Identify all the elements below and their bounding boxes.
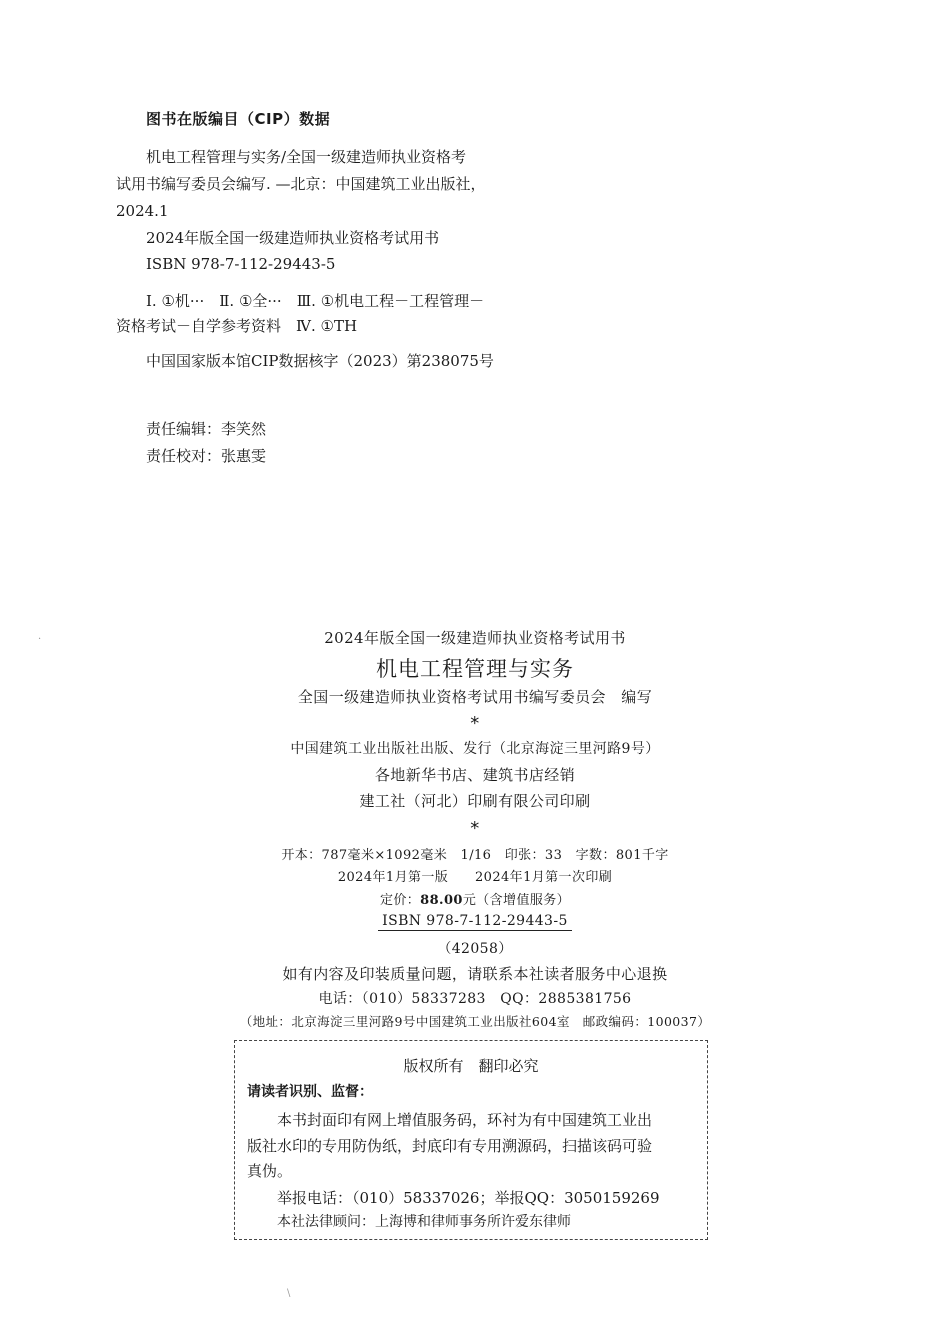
cip-line: Ⅰ. ①机··· Ⅱ. ①全··· Ⅲ. ①机电工程－工程管理－ xyxy=(146,292,485,310)
separator-star: * xyxy=(470,713,480,734)
cip-title: 图书在版编目（CIP）数据 xyxy=(146,110,331,128)
cip-line: 试用书编写委员会编写. —北京：中国建筑工业出版社， xyxy=(116,175,486,193)
cip-line: 资格考试－自学参考资料 Ⅳ. ①TH xyxy=(116,317,358,335)
distributor-line: 各地新华书店、建筑书店经销 xyxy=(374,766,576,784)
notice-body-line: 本书封面印有网上增值服务码，环衬为有中国建筑工业出 xyxy=(277,1111,653,1129)
cip-line: 2024.1 xyxy=(116,202,169,220)
cip-line: 机电工程管理与实务/全国一级建造师执业资格考 xyxy=(146,148,467,166)
price-prefix: 定价： xyxy=(379,893,421,908)
author-line: 全国一级建造师执业资格考试用书编写委员会 编写 xyxy=(297,688,653,706)
notice-body-line: 版社水印的专用防伪纸，封底印有专用溯源码，扫描该码可验 xyxy=(247,1137,653,1155)
responsible-proofreader: 责任校对：张惠雯 xyxy=(146,447,267,465)
edition-line: 2024年1月第一版 2024年1月第一次印刷 xyxy=(337,870,613,885)
price-value: 88.00 xyxy=(420,893,463,908)
notice-body-line: 真伪。 xyxy=(247,1162,293,1180)
separator-star: * xyxy=(470,818,480,839)
price-suffix: 元（含增值服务） xyxy=(462,893,571,908)
scan-speck: · xyxy=(38,634,42,645)
cip-approval: 中国国家版本馆CIP数据核字（2023）第238075号 xyxy=(146,352,494,370)
contact-line: 电话：（010）58337283 QQ：2885381756 xyxy=(318,991,632,1007)
address-line: （地址：北京海淀三里河路9号中国建筑工业出版社604室 邮政编码：100037） xyxy=(239,1014,711,1029)
legal-counsel: 本社法律顾问：上海博和律师事务所许爱东律师 xyxy=(277,1214,571,1230)
responsible-editor: 责任编辑：李笑然 xyxy=(146,420,267,438)
scan-speck: \ xyxy=(287,1288,291,1299)
copyright-box xyxy=(234,1040,708,1240)
cip-line: 2024年版全国一级建造师执业资格考试用书 xyxy=(146,229,440,247)
copyright-heading: 版权所有 翻印必究 xyxy=(403,1057,539,1075)
book-title: 机电工程管理与实务 xyxy=(376,657,574,681)
publisher-line: 中国建筑工业出版社出版、发行（北京海淀三里河路9号） xyxy=(290,741,660,757)
isbn: ISBN 978-7-112-29443-5 xyxy=(378,913,572,931)
printer-line: 建工社（河北）印刷有限公司印刷 xyxy=(359,792,591,810)
reader-notice: 请读者识别、监督： xyxy=(247,1084,373,1100)
cip-isbn: ISBN 978-7-112-29443-5 xyxy=(146,255,336,273)
quality-notice: 如有内容及印装质量问题，请联系本社读者服务中心退换 xyxy=(282,965,668,983)
book-code: （42058） xyxy=(437,941,513,957)
isbn-line xyxy=(0,913,950,931)
report-line: 举报电话：（010）58337026；举报QQ：3050159269 xyxy=(277,1189,660,1207)
specs-line: 开本：787毫米×1092毫米 1/16 印张：33 字数：801千字 xyxy=(281,848,669,863)
series-title: 2024年版全国一级建造师执业资格考试用书 xyxy=(324,629,626,647)
price-line xyxy=(0,889,950,908)
